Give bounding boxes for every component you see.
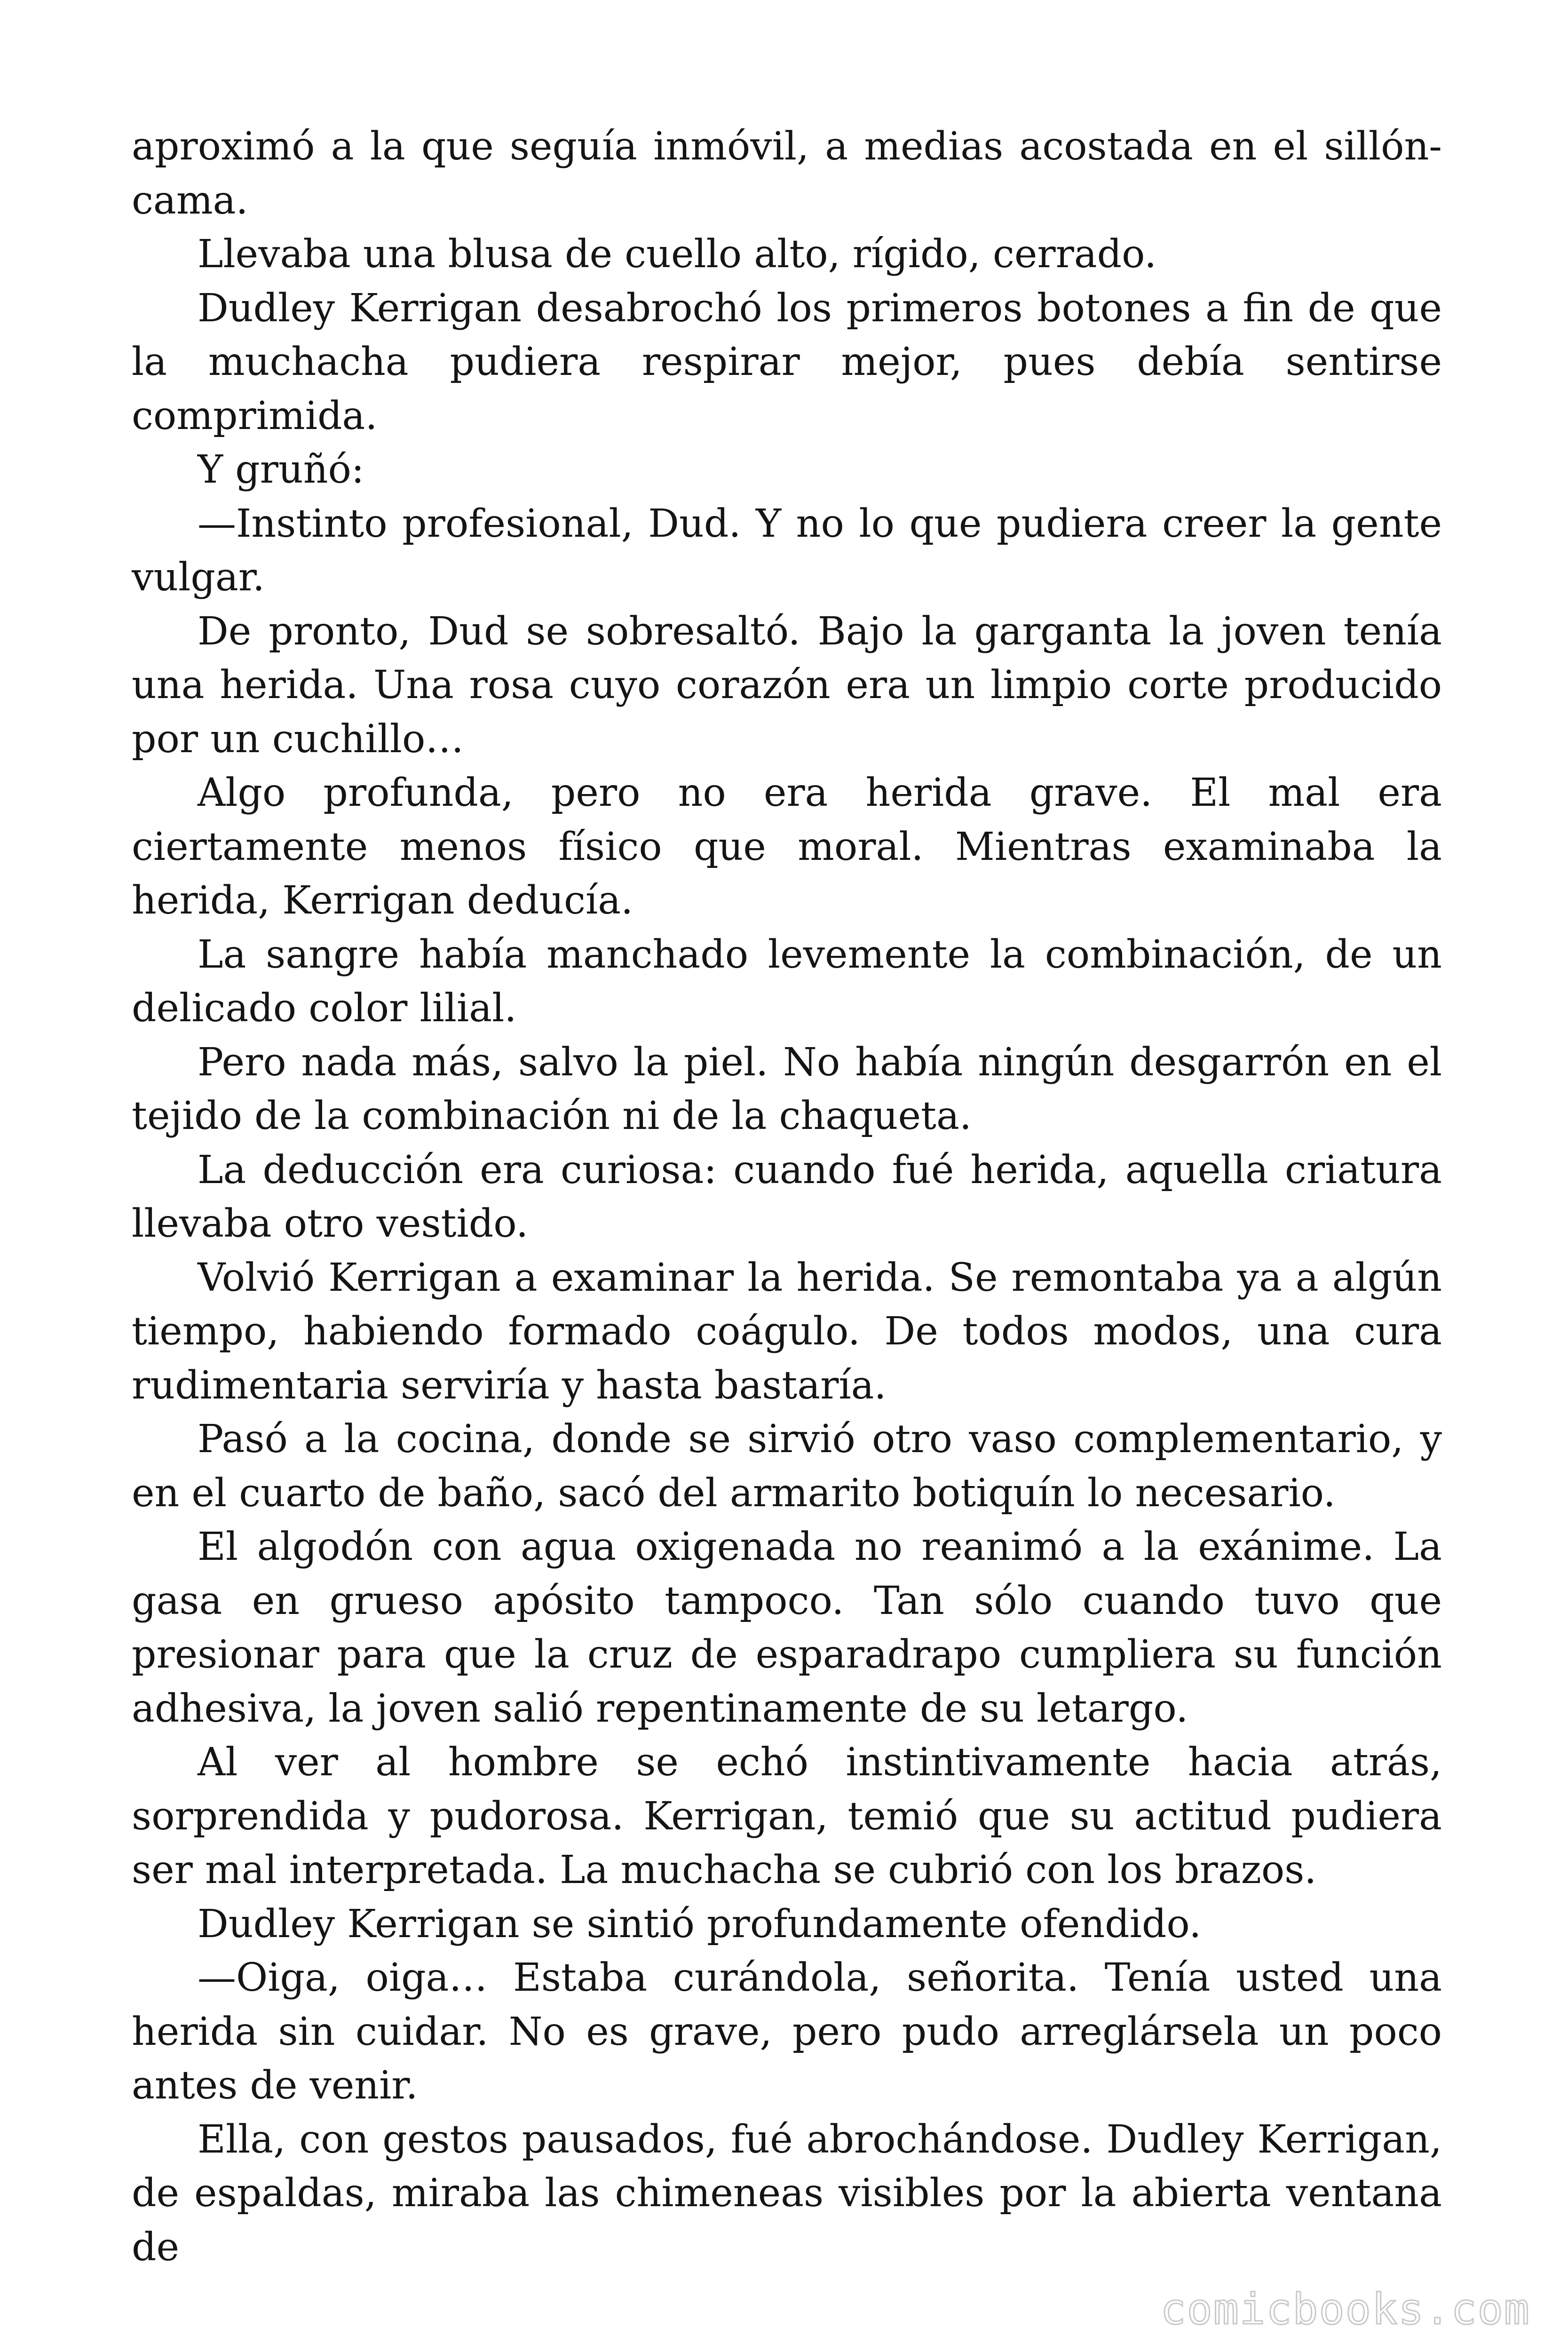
paragraph: Llevaba una blusa de cuello alto, rígido, cerrado. (198, 232, 1157, 277)
paragraph: Dudley Kerrigan se sintió profundamente ofendido. (198, 1901, 1202, 1947)
paragraph: Algo profunda, pero no era herida grave. El mal era ciertamente menos físico que moral. Mientras examinaba la herida, Kerrigan deducía. (132, 771, 1442, 923)
paragraph: De pronto, Dud se sobresaltó. Bajo la garganta la joven tenía una herida. Una rosa cuyo corazón era un limpio corte producido por un cuchillo… (132, 609, 1442, 762)
dialogue-paragraph: —Instinto profesional, Dud. Y no lo que pudiera creer la gente vulgar. (132, 501, 1442, 600)
body-text (132, 120, 1442, 2274)
paragraph: Ella, con gestos pausados, fué abrochándose. Dudley Kerrigan, de espaldas, miraba las chimeneas visibles por la abierta ventana de (132, 2117, 1442, 2270)
paragraph: El algodón con agua oxigenada no reanimó a la exánime. La gasa en grueso apósito tampoco. Tan sólo cuando tuvo que presionar para que la cruz de esparadrapo cumpliera su función adhesiva, la joven salió repentinamente de su letargo. (132, 1525, 1442, 1731)
paragraph-continuation: aproximó a la que seguía inmóvil, a medias acostada en el sillón-cama. (132, 124, 1442, 223)
paragraph: Dudley Kerrigan desabrochó los primeros botones a fin de que la muchacha pudiera respirar mejor, pues debía sentirse comprimida. (132, 286, 1442, 438)
paragraph: La deducción era curiosa: cuando fué herida, aquella criatura llevaba otro vestido. (132, 1147, 1442, 1246)
paragraph: Pero nada más, salvo la piel. No había ningún desgarrón en el tejido de la combinación ni de la chaqueta. (132, 1040, 1442, 1138)
paragraph: Al ver al hombre se echó instintivamente hacia atrás, sorprendida y pudorosa. Kerrigan, temió que su actitud pudiera ser mal interpretada. La muchacha se cubrió con los brazos. (132, 1740, 1442, 1892)
watermark: comicbooks.com (1160, 2285, 1530, 2334)
paragraph: La sangre había manchado levemente la combinación, de un delicado color lilial. (132, 932, 1442, 1031)
paragraph: Pasó a la cocina, donde se sirvió otro vaso complementario, y en el cuarto de baño, sacó del armarito botiquín lo necesario. (132, 1417, 1442, 1516)
paragraph: Y gruñó: (198, 447, 364, 492)
dialogue-paragraph: —Oiga, oiga… Estaba curándola, señorita. Tenía usted una herida sin cuidar. No es grave, pero pudo arreglársela un poco antes de venir. (132, 1955, 1442, 2108)
paragraph: Volvió Kerrigan a examinar la herida. Se remontaba ya a algún tiempo, habiendo formado coágulo. De todos modos, una cura rudimentaria serviría y hasta bastaría. (132, 1255, 1442, 1408)
